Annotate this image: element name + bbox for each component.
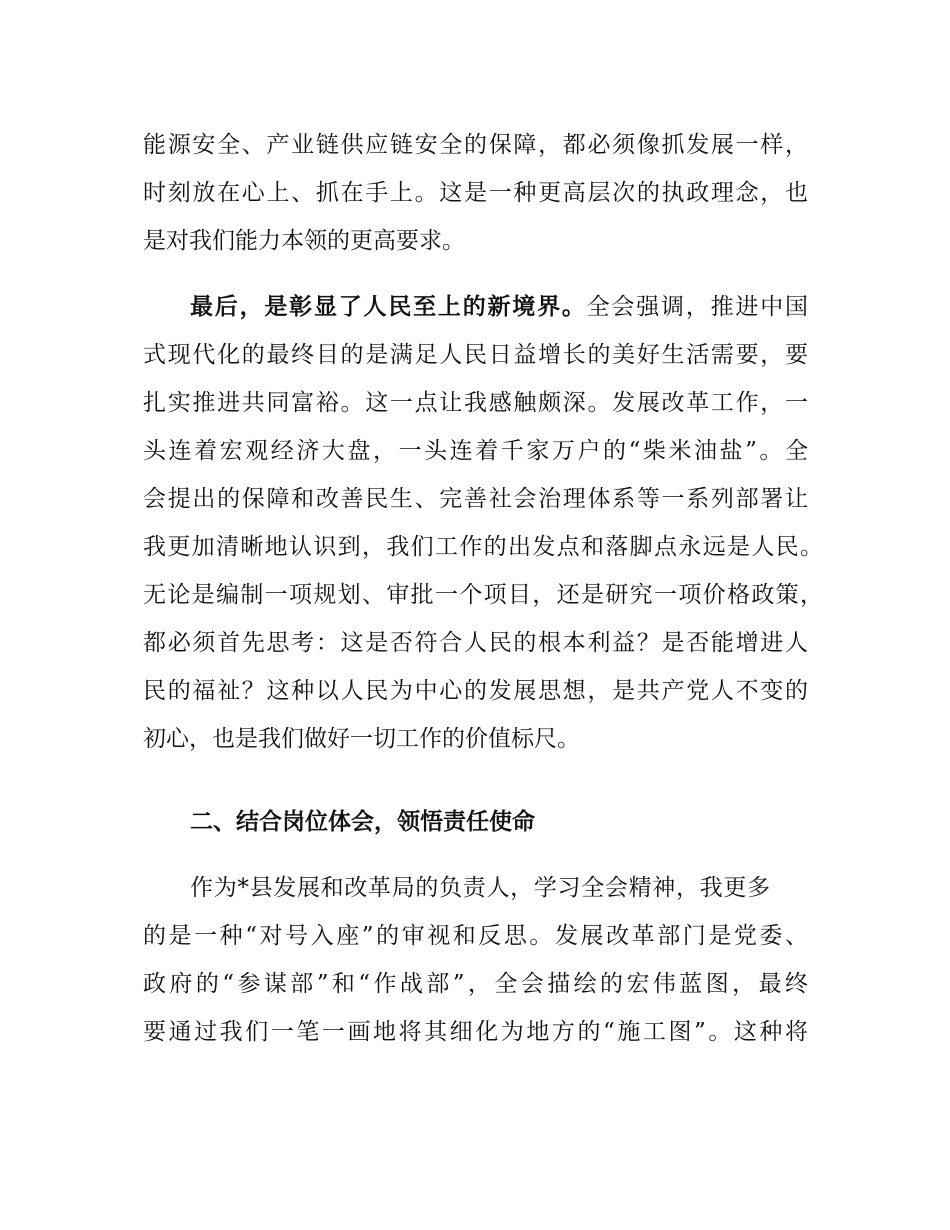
text-line: 是对我们能力本领的更高要求。	[143, 228, 465, 254]
text-line: 都必须首先思考：这是否符合人民的根本利益？是否能增进人	[143, 630, 808, 656]
text-line: 初心，也是我们做好一切工作的价值标尺。	[143, 726, 580, 752]
text-line: 政府的“参谋部”和“作战部”，全会描绘的宏伟蓝图，最终	[143, 971, 808, 997]
section-heading: 二、结合岗位体会，领悟责任使命	[190, 809, 535, 835]
text-line: 会提出的保障和改善民生、完善社会治理体系等一系列部署让	[143, 486, 808, 512]
text-line: 要通过我们一笔一画地将其细化为地方的“施工图”。这种将	[143, 1019, 808, 1045]
text-line: 民的福祉？这种以人民为中心的发展思想，是共产党人不变的	[143, 678, 808, 704]
text-line: 头连着宏观经济大盘，一头连着千家万户的“柴米油盐”。全	[143, 438, 808, 464]
text-line: 扎实推进共同富裕。这一点让我感触颇深。发展改革工作，一	[143, 390, 808, 416]
text-line: 无论是编制一项规划、审批一个项目，还是研究一项价格政策，	[143, 582, 823, 608]
paragraph-lead-bold: 最后，是彰显了人民至上的新境界。	[190, 294, 587, 320]
text-line: 能源安全、产业链供应链安全的保障，都必须像抓发展一样，	[143, 132, 808, 158]
text-line	[190, 294, 808, 320]
text-line: 作为*县发展和改革局的负责人，学习全会精神，我更多	[190, 875, 770, 901]
text-line: 式现代化的最终目的是满足人民日益增长的美好生活需要，要	[143, 342, 808, 368]
paragraph-lead-rest: 全会强调，推进中国	[586, 294, 809, 320]
text-line: 的是一种“对号入座”的审视和反思。发展改革部门是党委、	[143, 923, 808, 949]
text-line: 时刻放在心上、抓在手上。这是一种更高层次的执政理念，也	[143, 180, 808, 206]
text-line: 我更加清晰地认识到，我们工作的出发点和落脚点永远是人民。	[143, 534, 823, 560]
